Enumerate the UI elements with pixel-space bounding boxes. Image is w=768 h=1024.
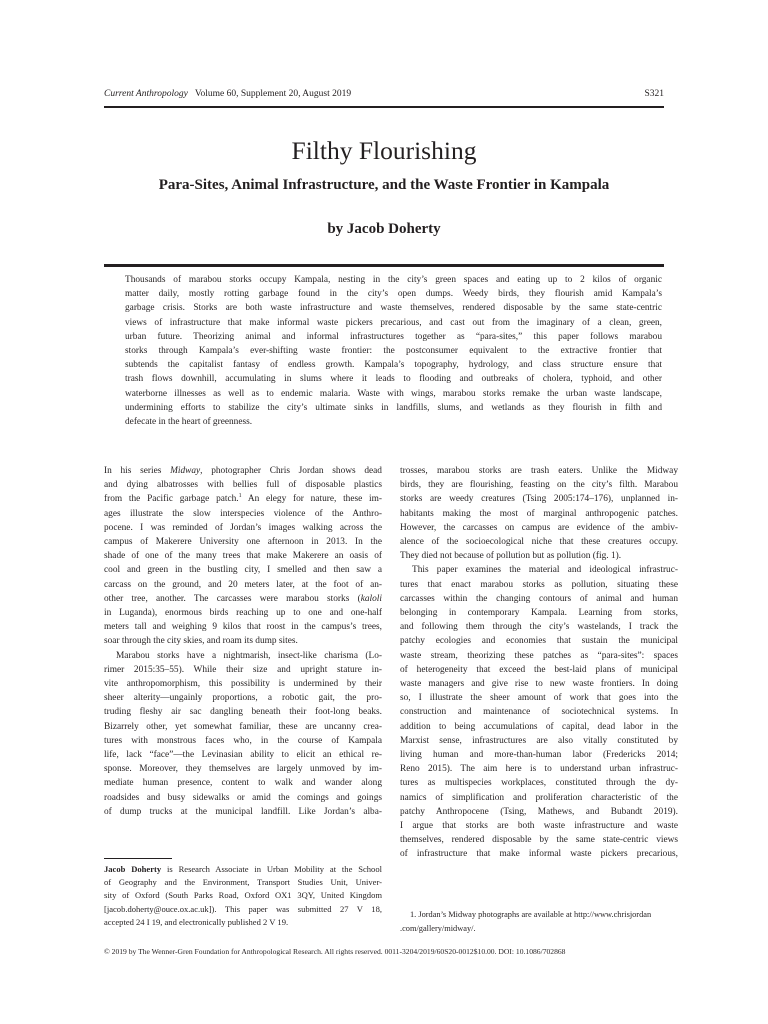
- running-head: [104, 89, 664, 99]
- body-line: waste managers and give rise to new waste frontiers. In doing: [400, 679, 678, 690]
- body-line: belonging in contemporary Kampala. Learning from storks,: [400, 608, 678, 619]
- body-line: carcass on the ground, and 20 meters later, at the foot of an-: [104, 579, 382, 590]
- abstract-line: undermining efforts to stabilize the city’s ultimate sinks in landfills, slums, and wetlands as they flourish in filth and: [125, 402, 662, 413]
- abstract-line: urban future. Theorizing animal and informal infrastructures together as “para-sites,” this paper follows marabou: [125, 331, 662, 342]
- body-line: of heterogeneity that exceed the best-laid plans of municipal: [400, 664, 678, 675]
- body-line: birds, they are flourishing, feasting on the city’s filth. Marabou: [400, 480, 678, 491]
- body-line: campus of Makerere University one afternoon in 2013. In the: [104, 537, 382, 548]
- body-line: Reno 2015). The aim here is to understand urban infrastruc-: [400, 764, 678, 775]
- abstract-rule: [104, 264, 664, 267]
- body-line: and dying albatrosses with bellies full of disposable plastics: [104, 480, 382, 491]
- body-line: tures with monstrous faces who, in the course of Kampala: [104, 735, 382, 746]
- article-subtitle: Para-Sites, Animal Infrastructure, and the Waste Frontier in Kampala: [158, 177, 610, 193]
- body-line: so, I illustrate the sheer amount of work that goes into the: [400, 693, 678, 704]
- body-line: However, the carcasses on campus are evidence of the ambiv-: [400, 522, 678, 533]
- body-line: tures that enact marabou storks as pollution, situating these: [400, 579, 678, 590]
- body-line: of dump trucks at the municipal landfill. Like Jordan’s alba-: [104, 806, 382, 817]
- body-line: Bizarrely other, yet somewhat familiar, these are uncanny crea-: [104, 721, 382, 732]
- author-note-line: [104, 863, 382, 876]
- body-line: namics of simplification and proliferation characteristic of the: [400, 792, 678, 803]
- body-line: addition to being accumulations of capital, dead labor in the: [400, 721, 678, 732]
- body-line: habitants making the most of marginal anthropogenic patches.: [400, 508, 678, 519]
- body-line: shade of one of the many trees that make Makerere an oasis of: [104, 551, 382, 562]
- article-byline: by Jacob Doherty: [327, 221, 441, 237]
- body-line: roadsides and busy sidewalks or amid the comings and goings: [104, 792, 382, 803]
- body-line: [104, 492, 382, 506]
- series-title: Midway: [170, 466, 201, 476]
- body-line: alence of the socioecological niche that these creatures occupy.: [400, 537, 678, 548]
- abstract-line: matter daily, mostly rotting garbage found in the city’s open dumps. Weedy birds, they flourish amid Kampala’s: [125, 289, 662, 300]
- author-note-rule: [104, 858, 172, 859]
- body-line: truding fleshy air sac dangling beneath their foot-long beaks.: [104, 707, 382, 718]
- body-text: from the Pacific garbage patch.: [104, 494, 239, 505]
- right-column: [400, 464, 678, 862]
- body-line: They died not because of pollution but as pollution (fig. 1).: [400, 551, 622, 562]
- author-note-line: accepted 24 I 19, and electronically published 2 V 19.: [104, 916, 289, 927]
- footnote-line[interactable]: 1. Jordan’s Midway photographs are available at http://www.chrisjordan: [410, 910, 652, 919]
- body-line: [104, 592, 382, 606]
- body-line: carcasses within the changing contours of animal and human: [400, 593, 678, 604]
- body-line: rimer 2015:35–55). While their size and upright stature in-: [104, 664, 382, 675]
- body-line: vite anthropomorphism, this possibility is undermined by their: [104, 679, 382, 690]
- header-rule: [104, 106, 664, 108]
- left-column: [104, 464, 382, 819]
- body-line: Marxist sense, infrastructures are also vitally constituted by: [400, 735, 678, 746]
- body-line: meters tall and weighing 9 kilos that roost in the campus’s trees,: [104, 622, 382, 633]
- abstract-line: defecate in the heart of greenness.: [125, 417, 253, 428]
- abstract: [125, 273, 662, 429]
- body-line: of infrastructure that make informal waste pickers precarious,: [400, 849, 678, 860]
- body-line: sponse. Moreover, they themselves are largely unmoved by im-: [104, 764, 382, 775]
- body-line: themselves, rendered disposable by the same state-centric views: [400, 835, 678, 846]
- body-line: tures as multispecies workplaces, constituted through the dy-: [400, 778, 678, 789]
- author-note-line: sity of Oxford (South Parks Road, Oxford OX1 3QY, United Kingdom: [104, 890, 382, 901]
- body-line: construction and maintenance of sociotechnical systems. In: [400, 707, 678, 718]
- body-line: Marabou storks have a nightmarish, insect-like charisma (Lo-: [116, 650, 382, 661]
- abstract-line: waterborne illnesses as well as to endemic malaria. Waste with wings, marabou storks remake the urban waste landscape,: [125, 388, 662, 399]
- author-note-line: of Geography and the Environment, Transport Studies Unit, Univer-: [104, 877, 382, 888]
- abstract-line: storks through Kampala’s ever-shifting waste frontier: the postconsumer equivalent to the extractive frontier that: [125, 346, 662, 357]
- body-text: , photographer Chris Jordan shows dead: [200, 466, 382, 476]
- body-line: This paper examines the material and ideological infrastruc-: [412, 565, 678, 576]
- author-note-line: [jacob.doherty@ouce.ox.ac.uk]). This paper was submitted 27 V 18,: [104, 903, 382, 914]
- body-line: storks are weedy creatures (Tsing 2005:174–176), unplanned in-: [400, 494, 678, 505]
- footnote-line[interactable]: .com/gallery/midway/.: [400, 923, 476, 933]
- luganda-term: kaloli: [360, 593, 382, 604]
- author-note-text: is Research Associate in Urban Mobility at the School: [161, 864, 382, 874]
- abstract-line: trash flows downhill, accumulating in slums where it leads to flooding and outbreaks of cholera, typhoid, and other: [125, 374, 662, 385]
- body-line: in Luganda), enormous birds reaching up to one and one-half: [104, 608, 382, 619]
- abstract-line: views of infrastructure that make informal waste pickers precarious, and cast out from the imaginary of a clean, green,: [125, 317, 662, 328]
- footnote: [400, 908, 678, 935]
- abstract-line: Thousands of marabou storks occupy Kampala, nesting in the city’s green spaces and eating up to 2 kilos of organic: [125, 275, 662, 285]
- body-text: In his series: [104, 466, 171, 476]
- body-line: I argue that storks are both waste infrastructure and waste: [400, 821, 678, 832]
- body-line: trosses, marabou storks are trash eaters. Unlike the Midway: [400, 466, 678, 476]
- body-line: cool and green in the bustling city, I smelled and then saw a: [104, 565, 382, 576]
- body-line: mediate human presence, content to walk and wander along: [104, 778, 382, 789]
- body-line: living human and more-than-human labor (Fredericks 2014;: [400, 750, 678, 761]
- body-line: and following them through the city’s wastelands, I track the: [400, 622, 678, 633]
- body-line: patchy ecologies and economies that sustain the municipal: [400, 636, 678, 647]
- body-text: An elegy for nature, these im-: [241, 494, 382, 505]
- copyright-line: © 2019 by The Wenner-Gren Foundation for Anthropological Research. All rights reserved. 0011-3204/2019/60S20-0012$10.00. DOI: 10.1086/702868: [104, 947, 566, 956]
- body-line: ages illustrate the slow interspecies violence of the Anthro-: [104, 508, 382, 519]
- article-title: Filthy Flourishing: [291, 136, 477, 165]
- journal-info: [104, 89, 351, 99]
- body-line: [104, 464, 382, 478]
- abstract-line: subtends the capitalist fantasy of endless growth. Kampala’s topography, hydrology, and class structure ensure that: [125, 360, 662, 371]
- footnote-ref[interactable]: 1: [238, 493, 242, 500]
- body-line: sheer alterity—ungainly proportions, a robotic gait, the pro-: [104, 693, 382, 704]
- body-line: life, lack “face”—the Levinasian ability to elicit an ethical re-: [104, 750, 382, 761]
- journal-name: Current Anthropology: [104, 89, 188, 99]
- body-line: waste stream, theorizing these patches as “para-sites”: spaces: [400, 650, 678, 661]
- body-text: other tree, another. The carcasses were marabou storks (: [104, 593, 361, 604]
- journal-volume: Volume 60, Supplement 20, August 2019: [194, 89, 352, 99]
- body-line: patchy Anthropocene (Tsing, Mathews, and Bubandt 2019).: [400, 806, 678, 817]
- author-note: [104, 863, 382, 929]
- page-number: S321: [644, 89, 664, 99]
- body-line: pocene. I was reminded of Jordan’s images walking across the: [104, 522, 382, 533]
- author-name: Jacob Doherty: [104, 864, 162, 874]
- body-line: soar through the city skies, and roam its dump sites.: [104, 636, 298, 647]
- abstract-line: garbage crisis. Storks are both waste infrastructure and waste themselves, rendered disposable by the same state-centric: [125, 303, 662, 314]
